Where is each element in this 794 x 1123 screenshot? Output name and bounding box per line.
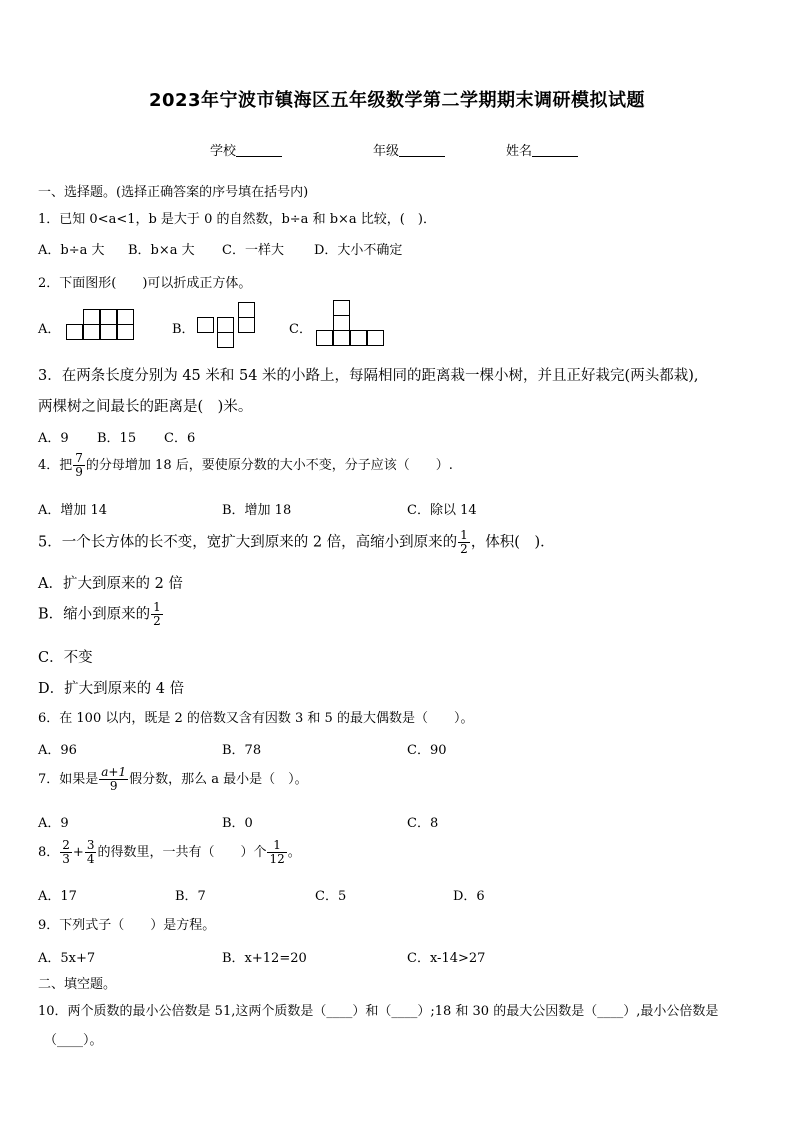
q6-option-b: B．78	[222, 743, 262, 758]
q5-pre: 5．一个长方体的长不变，宽扩大到原来的 2 倍，高缩小到原来的	[38, 534, 458, 551]
q1-option-a: A．b÷a 大	[38, 243, 105, 258]
grade-field	[373, 140, 445, 159]
q8-f2-den: 4	[86, 852, 95, 866]
section2-heading: 二、填空题。	[38, 977, 117, 992]
q8-f3-den: 12	[269, 852, 285, 866]
q9-option-b: B．x+12=20	[222, 951, 307, 966]
q9-option-a: A．5x+7	[38, 951, 96, 966]
q6-stem: 6．在 100 以内，既是 2 的倍数又含有因数 3 和 5 的最大偶数是（ ）。	[38, 711, 474, 726]
q5-option-a: A．扩大到原来的 2 倍	[38, 576, 183, 592]
q8-option-d: D．6	[453, 889, 485, 904]
q1-stem: 1．已知 0<a<1，b 是大于 0 的自然数，b÷a 和 b×a 比较，( )．	[38, 212, 436, 227]
q5-option-c: C．不变	[38, 650, 93, 666]
q8-f1-den: 3	[62, 852, 70, 866]
q8-option-a: A．17	[38, 889, 77, 904]
name-field	[506, 140, 578, 159]
q5-stem	[38, 529, 555, 556]
q3-option-b: B．15	[97, 431, 137, 446]
q5-frac-den: 2	[460, 542, 468, 556]
q4-pre: 4．把	[38, 458, 73, 473]
q5-post: ，体积( )．	[470, 534, 555, 551]
q10-line2: （____）。	[44, 1033, 103, 1048]
q5-option-b-fraction	[151, 601, 163, 628]
q7-option-a: A．9	[38, 816, 69, 831]
q8-fraction-1	[60, 839, 72, 866]
q7-post: 假分数，那么 a 最小是（ ）。	[129, 772, 308, 787]
q10-line1: 10．两个质数的最小公倍数是 51,这两个质数是（____）和（____）;18 和 30 的最大公因数是（____）,最小公倍数是	[38, 1004, 719, 1019]
q6-option-a: A．96	[38, 743, 77, 758]
section1-heading: 一、选择题。(选择正确答案的序号填在括号内)	[38, 185, 309, 200]
q5-option-b	[38, 601, 164, 628]
q4-stem	[38, 452, 453, 479]
q9-option-c: C．x-14>27	[407, 951, 486, 966]
q8-fraction-3	[267, 839, 286, 866]
q7-frac-num: a+1	[101, 765, 127, 779]
q3-stem-line2: 两棵树之间最长的距离是( )米。	[38, 399, 253, 415]
q2-option-c: C．	[289, 322, 312, 337]
q5-fraction	[458, 529, 470, 556]
school-label: 学校	[210, 144, 237, 159]
q6-option-c: C．90	[407, 743, 447, 758]
q4-fraction	[73, 452, 85, 479]
school-blank	[236, 144, 282, 157]
q7-stem	[38, 766, 308, 793]
q8-pre: 8．	[38, 845, 60, 860]
q5-frac-num: 1	[460, 528, 468, 542]
q8-post: 。	[287, 845, 301, 860]
q4-option-b: B．增加 18	[222, 503, 292, 518]
q3-option-a: A．9	[38, 431, 69, 446]
q9-stem: 9．下列式子（ ）是方程。	[38, 918, 216, 933]
q8-stem	[38, 839, 301, 866]
q5-b-frac-den: 2	[153, 614, 161, 628]
page-title: 2023年宁波市镇海区五年级数学第二学期期末调研模拟试题	[148, 90, 646, 111]
school-field	[210, 140, 282, 159]
q8-option-c: C．5	[315, 889, 347, 904]
q4-option-c: C．除以 14	[407, 503, 477, 518]
name-blank	[532, 144, 578, 157]
q5-option-d: D．扩大到原来的 4 倍	[38, 681, 185, 697]
q1-option-c: C．一样大	[222, 243, 284, 258]
q4-frac-den: 9	[75, 465, 83, 479]
q3-option-c: C．6	[164, 431, 196, 446]
q2-stem: 2．下面图形( )可以折成正方体。	[38, 276, 252, 291]
q4-option-a: A．增加 14	[38, 503, 108, 518]
q7-frac-den: 9	[109, 779, 118, 793]
q5-b-frac-num: 1	[153, 600, 161, 614]
q1-option-d: D．大小不确定	[314, 243, 403, 258]
q3-stem-line1: 3．在两条长度分别为 45 米和 54 米的小路上，每隔相同的距离栽一棵小树，并且正好栽完(两头都栽),	[38, 368, 699, 384]
q8-mid: 的得数里，一共有（ ）个	[97, 845, 267, 860]
q8-f1-num: 2	[62, 838, 70, 852]
grade-blank	[399, 144, 445, 157]
q8-fraction-2	[85, 839, 97, 866]
q8-f3-num: 1	[267, 839, 286, 853]
q7-option-b: B．0	[222, 816, 253, 831]
q8-plus: +	[72, 845, 84, 860]
q7-option-c: C．8	[407, 816, 439, 831]
grade-label: 年级	[373, 144, 400, 159]
q8-f2-num: 3	[86, 838, 95, 852]
q2-option-a: A．	[38, 322, 61, 337]
q4-post: 的分母增加 18 后，要使原分数的大小不变，分子应该（ ）.	[85, 458, 453, 473]
q4-frac-num: 7	[75, 451, 83, 465]
q7-pre: 7．如果是	[38, 772, 99, 787]
q2-option-b: B．	[172, 322, 195, 337]
q8-option-b: B．7	[175, 889, 206, 904]
name-label: 姓名	[506, 144, 533, 159]
q7-fraction	[99, 766, 128, 793]
q1-option-b: B．b×a 大	[128, 243, 195, 258]
q5-option-b-text: B．缩小到原来的	[38, 606, 151, 623]
